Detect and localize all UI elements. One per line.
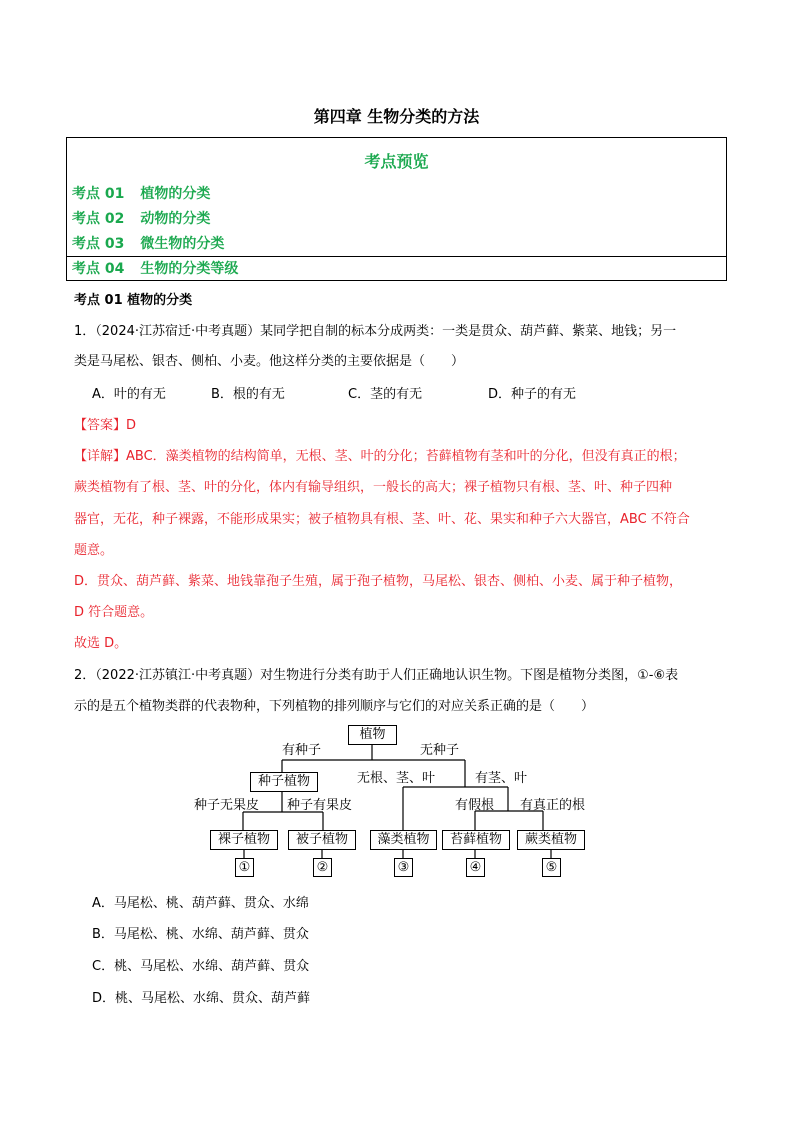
q1-explanation: 题意。 bbox=[74, 543, 114, 558]
group-node: 裸子植物 bbox=[210, 830, 278, 850]
overview-box bbox=[66, 137, 727, 281]
q1-option-a: A．叶的有无 bbox=[92, 387, 166, 402]
q1-option-c: C．茎的有无 bbox=[348, 387, 423, 402]
item-label: 动物的分类 bbox=[140, 211, 211, 227]
q1-line: 1．（2024·江苏宿迁·中考真题）某同学把自制的标本分成两类：一类是贯众、葫芦藓、紫菜、地钱；另一 bbox=[74, 324, 677, 339]
q1-explanation: D 符合题意。 bbox=[74, 605, 154, 620]
group-node: 苔藓植物 bbox=[442, 830, 510, 850]
q1-option-b: B．根的有无 bbox=[211, 387, 285, 402]
q1-explanation: 故选 D。 bbox=[74, 636, 128, 651]
overview-item bbox=[72, 233, 224, 253]
item-num: 考点 03 bbox=[72, 236, 125, 252]
q1-explanation: D．贯众、葫芦藓、紫菜、地钱靠孢子生殖，属于孢子植物，马尾松、银杏、侧柏、小麦、属于种子植物， bbox=[74, 574, 683, 589]
row-divider bbox=[67, 256, 726, 257]
q2-option-a: A．马尾松、桃、葫芦藓、贯众、水绵 bbox=[92, 896, 309, 911]
overview-item bbox=[72, 258, 238, 278]
q2-option-c: C．桃、马尾松、水绵、葫芦藓、贯众 bbox=[92, 959, 310, 974]
plant-classification-diagram bbox=[190, 715, 610, 885]
item-num: 考点 01 bbox=[72, 186, 125, 202]
item-label: 生物的分类等级 bbox=[140, 261, 239, 277]
number-node: ⑤ bbox=[542, 858, 561, 877]
number-node: ② bbox=[313, 858, 332, 877]
number-node: ① bbox=[235, 858, 254, 877]
group-node: 蕨类植物 bbox=[517, 830, 585, 850]
branch-label: 种子无果皮 bbox=[194, 798, 260, 813]
item-label: 微生物的分类 bbox=[140, 236, 225, 252]
q2-option-d: D．桃、马尾松、水绵、贯众、葫芦藓 bbox=[92, 991, 311, 1006]
q2-line: 示的是五个植物类群的代表物种，下列植物的排列顺序与它们的对应关系正确的是（ ） bbox=[74, 699, 595, 714]
overview-heading: 考点预览 bbox=[364, 152, 429, 171]
branch-label: 无种子 bbox=[420, 743, 460, 758]
item-num: 考点 04 bbox=[72, 261, 125, 277]
branch-label: 有茎、叶 bbox=[475, 771, 528, 786]
section-heading: 考点 01 植物的分类 bbox=[74, 293, 193, 308]
group-node: 藻类植物 bbox=[370, 830, 437, 850]
branch-label: 种子有果皮 bbox=[287, 798, 353, 813]
overview-item bbox=[72, 183, 210, 203]
chapter-title: 第四章 生物分类的方法 bbox=[313, 107, 480, 126]
q1-answer: 【答案】D bbox=[74, 418, 137, 433]
number-node: ④ bbox=[466, 858, 485, 877]
branch-label: 有假根 bbox=[455, 798, 495, 813]
overview-item bbox=[72, 208, 210, 228]
item-num: 考点 02 bbox=[72, 211, 125, 227]
q2-line: 2．（2022·江苏镇江·中考真题）对生物进行分类有助于人们正确地认识生物。下图是植物分类图，①-⑥表 bbox=[74, 668, 679, 683]
q1-option-d: D．种子的有无 bbox=[488, 387, 577, 402]
q1-line: 类是马尾松、银杏、侧柏、小麦。他这样分类的主要依据是（ ） bbox=[74, 354, 465, 369]
branch-label: 有种子 bbox=[282, 743, 322, 758]
branch-label: 无根、茎、叶 bbox=[357, 771, 436, 786]
seed-plants-node: 种子植物 bbox=[250, 772, 318, 792]
branch-label: 有真正的根 bbox=[520, 798, 586, 813]
q1-explanation: 器官，无花，种子裸露，不能形成果实；被子植物具有根、茎、叶、花、果实和种子六大器官，ABC 不符合 bbox=[74, 512, 690, 527]
root-node: 植物 bbox=[348, 725, 397, 745]
q1-explanation: 蕨类植物有了根、茎、叶的分化，体内有输导组织，一般长的高大；裸子植物只有根、茎、叶、种子四种 bbox=[74, 480, 673, 495]
group-node: 被子植物 bbox=[288, 830, 356, 850]
number-node: ③ bbox=[394, 858, 413, 877]
q2-option-b: B．马尾松、桃、水绵、葫芦藓、贯众 bbox=[92, 927, 309, 942]
q1-explanation: 【详解】ABC．藻类植物的结构简单，无根、茎、叶的分化；苔藓植物有茎和叶的分化，但没有真正的根； bbox=[74, 449, 686, 464]
item-label: 植物的分类 bbox=[140, 186, 211, 202]
